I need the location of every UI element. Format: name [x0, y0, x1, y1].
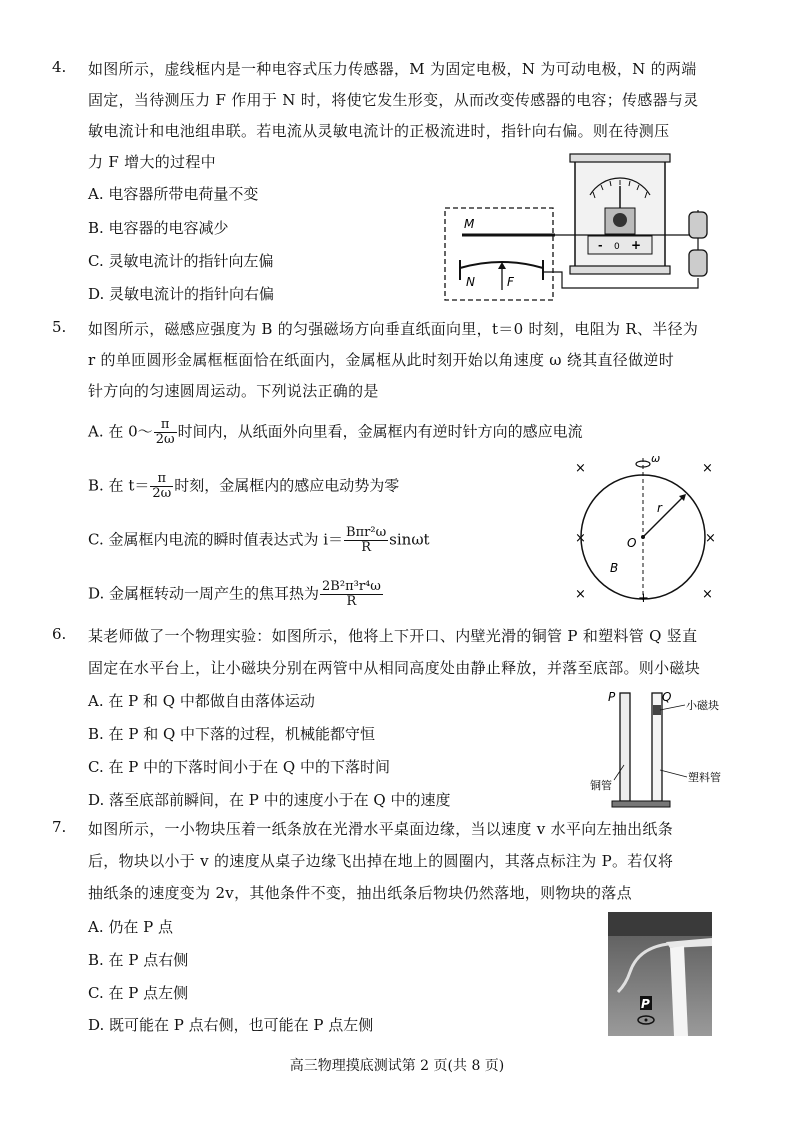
question-4-number: 4.	[52, 58, 67, 76]
cross-mark: ×	[705, 531, 716, 546]
radius-label: r	[657, 501, 662, 515]
question-7-stem-line: 后，物块以小于 v 的速度从桌子边缘飞出掉在地上的圆圈内，其落点标注为 P。若仅将	[88, 852, 674, 870]
rotating-loop-figure	[565, 450, 730, 605]
question-5-option-d: D. 金属框转动一周产生的焦耳热为 $\frac{\text{2B²π³r⁴ω}}{R}$	[88, 579, 381, 609]
copper-tube	[620, 693, 630, 801]
label-p: P	[608, 690, 616, 704]
omega-label: ω	[651, 452, 661, 465]
question-5-stem-line: 如图所示，磁感应强度为 B 的匀强磁场方向垂直纸面向里，t＝0 时刻，电阻为 R、半径为	[88, 320, 699, 338]
question-6-option-a: A. 在 P 和 Q 中都做自由落体运动	[88, 692, 315, 710]
plastic-label: 塑料管	[688, 771, 721, 784]
meter-plus-label: +	[631, 238, 642, 252]
question-5-option-a: A. 在 0～ $\frac{\pi}{2\omega}$ 时间内，从纸面外向里看，金属框内有逆时针方向的感应电流	[88, 417, 583, 447]
question-7-option-c: C. 在 P 点左侧	[88, 984, 189, 1002]
platform	[612, 801, 670, 807]
battery-2	[689, 250, 707, 276]
battery-1	[689, 212, 707, 238]
question-5-option-c: C. 金属框内电流的瞬时值表达式为 i＝ $\frac{\text{Bπr²ω}}{R}$ sinωt	[88, 525, 430, 555]
label-m: M	[464, 217, 475, 231]
landing-point-label: P	[641, 997, 650, 1011]
question-6-option-d: D. 落至底部前瞬间，在 P 中的速度小于在 Q 中的速度	[88, 791, 451, 809]
question-4-stem-line: 固定，当待测压力 F 作用于 N 时，将使它发生形变，从而改变传感器的电容；传感器与灵	[88, 91, 699, 109]
question-4-option-b: B. 电容器的电容减少	[88, 219, 229, 237]
question-7-stem-line: 如图所示，一小物块压着一纸条放在光滑水平桌面边缘，当以速度 v 水平向左抽出纸条	[88, 820, 674, 838]
question-7-option-d: D. 既可能在 P 点右侧，也可能在 P 点左侧	[88, 1016, 374, 1034]
cross-mark: ×	[702, 461, 713, 476]
question-4-option-c: C. 灵敏电流计的指针向左偏	[88, 252, 274, 270]
tubes-figure	[590, 685, 750, 813]
label-n: N	[466, 275, 475, 289]
question-7-option-b: B. 在 P 点右侧	[88, 951, 189, 969]
question-6-option-c: C. 在 P 中的下落时间小于在 Q 中的下落时间	[88, 758, 390, 776]
question-6-stem-line: 固定在水平台上，让小磁块分别在两管中从相同高度处由静止释放，并落至底部。则小磁块	[88, 659, 701, 677]
svg-text:+: +	[638, 591, 649, 605]
question-5-stem-line: 针方向的匀速圆周运动。下列说法正确的是	[88, 382, 379, 400]
copper-label: 铜管	[590, 779, 612, 792]
question-4-option-d: D. 灵敏电流计的指针向右偏	[88, 285, 275, 303]
meter-zero-label: 0	[614, 242, 620, 252]
capacitor-sensor-figure	[440, 150, 720, 305]
question-4-stem-line: 力 F 增大的过程中	[88, 153, 216, 171]
page-footer: 高三物理摸底测试第 2 页(共 8 页)	[289, 1058, 505, 1074]
cross-mark: ×	[575, 461, 586, 476]
question-6-option-b: B. 在 P 和 Q 中下落的过程，机械能都守恒	[88, 725, 376, 743]
question-6-number: 6.	[52, 625, 67, 643]
question-6-stem-line: 某老师做了一个物理实验：如图所示，他将上下开口、内壁光滑的铜管 P 和塑料管 Q 竖直	[88, 627, 698, 645]
question-4-stem-line: 如图所示，虚线框内是一种电容式压力传感器，M 为固定电极，N 为可动电极，N 的两端	[88, 60, 697, 78]
question-5-number: 5.	[52, 318, 67, 336]
label-f: F	[507, 275, 514, 289]
label-q: Q	[662, 690, 672, 704]
cross-mark: ×	[575, 531, 586, 546]
question-4-option-a: A. 电容器所带电荷量不变	[88, 185, 259, 203]
sensor-dashed-box	[445, 208, 553, 300]
cross-mark: ×	[702, 587, 713, 602]
question-7-option-a: A. 仍在 P 点	[88, 918, 173, 936]
magnet-label: 小磁块	[686, 699, 719, 712]
center-label: O	[627, 536, 637, 550]
question-4-stem-line: 敏电流计和电池组串联。若电流从灵敏电流计的正极流进时，指针向右偏。则在待测压	[88, 122, 670, 140]
meter-minus-label: -	[598, 239, 603, 252]
cross-mark: ×	[575, 587, 586, 602]
question-7-stem-line: 抽纸条的速度变为 2v，其他条件不变，抽出纸条后物块仍然落地，则物块的落点	[88, 884, 632, 902]
question-7-number: 7.	[52, 818, 67, 836]
field-label: B	[610, 561, 619, 575]
table-edge-photo	[608, 912, 712, 1036]
question-5-option-b: B. 在 t＝ $\frac{\pi}{2\omega}$ 时刻，金属框内的感应电动势为零	[88, 471, 400, 501]
question-5-stem-line: r 的单匝圆形金属框框面恰在纸面内，金属框从此时刻开始以角速度 ω 绕其直径做逆时	[88, 351, 675, 369]
magnet	[653, 705, 661, 715]
